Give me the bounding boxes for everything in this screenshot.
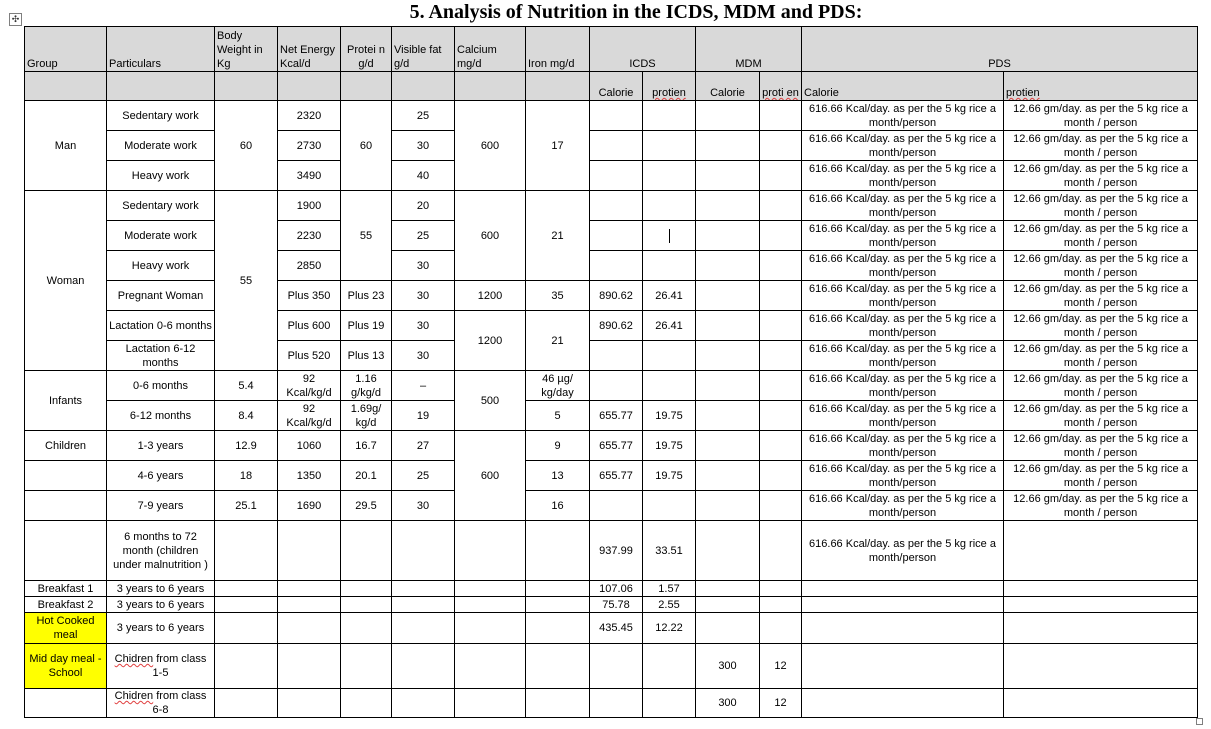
pds-calorie-cell: 616.66 Kcal/day. as per the 5 kg rice a month/person — [802, 131, 1004, 161]
iron-cell: 46 µg/ kg/day — [526, 371, 590, 401]
weight-cell: 55 — [215, 191, 278, 371]
icds-protein-cell: 19.75 — [643, 461, 696, 491]
table-row — [25, 251, 1198, 281]
particulars-cell: 6-12 months — [107, 401, 215, 431]
icds-calorie-cell: 655.77 — [590, 431, 643, 461]
icds-protein-cell: 19.75 — [643, 401, 696, 431]
iron-cell: 21 — [526, 191, 590, 281]
icds-calorie-cell: 937.99 — [590, 521, 643, 581]
table-row — [25, 101, 1198, 131]
fat-cell: 30 — [392, 281, 455, 311]
energy-cell: Plus 600 — [278, 311, 341, 341]
pds-calorie-cell: 616.66 Kcal/day. as per the 5 kg rice a month/person — [802, 341, 1004, 371]
icds-calorie-cell: 655.77 — [590, 401, 643, 431]
protein-cell: 55 — [341, 191, 392, 281]
table-row — [25, 521, 1198, 581]
header-iron: Iron mg/d — [526, 27, 590, 72]
mdm-protein-cell: 12 — [760, 644, 802, 689]
icds-protein-cell: 1.57 — [643, 581, 696, 597]
group-breakfast-1: Breakfast 1 — [25, 581, 107, 597]
protein-cell: 29.5 — [341, 491, 392, 521]
pds-protein-cell: 12.66 gm/day. as per the 5 kg rice a month / person — [1004, 431, 1198, 461]
pds-protein-cell: 12.66 gm/day. as per the 5 kg rice a month / person — [1004, 371, 1198, 401]
fat-cell: 25 — [392, 221, 455, 251]
icds-protein-cell: 12.22 — [643, 613, 696, 644]
mdm-calorie-header: Calorie — [696, 72, 760, 101]
particulars-cell: Lactation 6-12 months — [107, 341, 215, 371]
header-net-energy: Net Energy Kcal/d — [278, 27, 341, 72]
text-cursor-cell[interactable] — [643, 221, 696, 251]
table-resize-handle[interactable] — [1196, 718, 1203, 725]
pds-calorie-cell: 616.66 Kcal/day. as per the 5 kg rice a month/person — [802, 101, 1004, 131]
particulars-cell: Pregnant Woman — [107, 281, 215, 311]
weight-cell: 60 — [215, 101, 278, 191]
pds-calorie-cell: 616.66 Kcal/day. as per the 5 kg rice a month/person — [802, 161, 1004, 191]
table-row — [25, 161, 1198, 191]
fat-cell: 19 — [392, 401, 455, 431]
fat-cell: 27 — [392, 431, 455, 461]
energy-cell: 3490 — [278, 161, 341, 191]
particulars-cell: Heavy work — [107, 161, 215, 191]
protein-cell: 16.7 — [341, 431, 392, 461]
particulars-cell: 4-6 years — [107, 461, 215, 491]
icds-protein-cell: 19.75 — [643, 431, 696, 461]
table-row — [25, 644, 1198, 689]
fat-cell: 30 — [392, 491, 455, 521]
table-row — [25, 191, 1198, 221]
pds-calorie-cell: 616.66 Kcal/day. as per the 5 kg rice a month/person — [802, 461, 1004, 491]
pds-protein-cell: 12.66 gm/day. as per the 5 kg rice a month / person — [1004, 101, 1198, 131]
group-man: Man — [25, 101, 107, 191]
protein-cell: Plus 13 — [341, 341, 392, 371]
pds-calorie-cell: 616.66 Kcal/day. as per the 5 kg rice a month/person — [802, 311, 1004, 341]
table-row — [25, 431, 1198, 461]
iron-cell: 16 — [526, 491, 590, 521]
misspelled-word: Chidren — [114, 653, 154, 665]
calcium-cell: 600 — [455, 101, 526, 191]
energy-cell: 2230 — [278, 221, 341, 251]
weight-cell: 18 — [215, 461, 278, 491]
fat-cell: 20 — [392, 191, 455, 221]
header-particulars: Particulars — [107, 27, 215, 72]
icds-protein-cell: 2.55 — [643, 597, 696, 613]
subheader-row — [25, 72, 1198, 101]
group-infants: Infants — [25, 371, 107, 431]
table-row — [25, 461, 1198, 491]
fat-cell: 30 — [392, 341, 455, 371]
icds-calorie-header: Calorie — [590, 72, 643, 101]
particulars-cell: 0-6 months — [107, 371, 215, 401]
header-group: Group — [25, 27, 107, 72]
particulars-cell: 7-9 years — [107, 491, 215, 521]
particulars-cell: Chidren from class 6-8 — [107, 689, 215, 718]
table-row — [25, 491, 1198, 521]
particulars-cell: Sedentary work — [107, 101, 215, 131]
icds-protein-cell: 26.41 — [643, 311, 696, 341]
energy-cell: 2850 — [278, 251, 341, 281]
table-row — [25, 371, 1198, 401]
particulars-cell: Heavy work — [107, 251, 215, 281]
fat-cell: – — [392, 371, 455, 401]
pds-protein-cell: 12.66 gm/day. as per the 5 kg rice a month / person — [1004, 191, 1198, 221]
pds-calorie-header: Calorie — [802, 72, 1004, 101]
protein-cell: Plus 19 — [341, 311, 392, 341]
table-row — [25, 401, 1198, 431]
protein-cell: Plus 23 — [341, 281, 392, 311]
particulars-cell: 6 months to 72 month (children under malnutrition ) — [107, 521, 215, 581]
mdm-protien-header: proti en — [762, 87, 799, 99]
fat-cell: 40 — [392, 161, 455, 191]
protein-cell: 60 — [341, 101, 392, 191]
protein-cell: 1.69g/ kg/d — [341, 401, 392, 431]
icds-protein-cell: 26.41 — [643, 281, 696, 311]
icds-calorie-cell: 75.78 — [590, 597, 643, 613]
energy-cell: 92 Kcal/kg/d — [278, 371, 341, 401]
iron-cell: 9 — [526, 431, 590, 461]
energy-cell: 1900 — [278, 191, 341, 221]
energy-cell: 2730 — [278, 131, 341, 161]
icds-calorie-cell: 107.06 — [590, 581, 643, 597]
pds-protein-cell: 12.66 gm/day. as per the 5 kg rice a month / person — [1004, 251, 1198, 281]
table-row — [25, 131, 1198, 161]
particulars-cell: Moderate work — [107, 221, 215, 251]
pds-protein-cell: 12.66 gm/day. as per the 5 kg rice a month / person — [1004, 401, 1198, 431]
particulars-cell: 1-3 years — [107, 431, 215, 461]
protein-cell: 20.1 — [341, 461, 392, 491]
calcium-cell: 1200 — [455, 281, 526, 311]
fat-cell: 30 — [392, 131, 455, 161]
group-breakfast-2: Breakfast 2 — [25, 597, 107, 613]
energy-cell: Plus 520 — [278, 341, 341, 371]
fat-cell: 30 — [392, 251, 455, 281]
particulars-cell: Chidren from class 1-5 — [107, 644, 215, 689]
header-visible-fat: Visible fat g/d — [392, 27, 455, 72]
pds-calorie-cell: 616.66 Kcal/day. as per the 5 kg rice a month/person — [802, 371, 1004, 401]
header-pds: PDS — [802, 27, 1198, 72]
header-row — [25, 27, 1198, 72]
energy-cell: 2320 — [278, 101, 341, 131]
pds-protein-cell: 12.66 gm/day. as per the 5 kg rice a month / person — [1004, 131, 1198, 161]
header-protein: Protei n g/d — [341, 27, 392, 72]
pds-protein-cell: 12.66 gm/day. as per the 5 kg rice a month / person — [1004, 491, 1198, 521]
header-calcium: Calcium mg/d — [455, 27, 526, 72]
weight-cell: 5.4 — [215, 371, 278, 401]
particulars-cell: Sedentary work — [107, 191, 215, 221]
group-woman: Woman — [25, 191, 107, 371]
calcium-cell: 600 — [455, 191, 526, 281]
table-row — [25, 581, 1198, 597]
pds-calorie-cell: 616.66 Kcal/day. as per the 5 kg rice a month/person — [802, 191, 1004, 221]
header-body-weight: Body Weight in Kg — [215, 27, 278, 72]
pds-protein-cell: 12.66 gm/day. as per the 5 kg rice a month / person — [1004, 461, 1198, 491]
mdm-calorie-cell: 300 — [696, 689, 760, 718]
iron-cell: 17 — [526, 101, 590, 191]
particulars-cell: 3 years to 6 years — [107, 597, 215, 613]
calcium-cell: 500 — [455, 371, 526, 431]
protein-cell: 1.16 g/kg/d — [341, 371, 392, 401]
weight-cell: 25.1 — [215, 491, 278, 521]
text-cursor — [669, 229, 670, 243]
weight-cell: 8.4 — [215, 401, 278, 431]
header-icds: ICDS — [590, 27, 696, 72]
energy-cell: 92 Kcal/kg/d — [278, 401, 341, 431]
pds-protien-header: protien — [1006, 87, 1040, 99]
table-row — [25, 613, 1198, 644]
icds-calorie-cell: 890.62 — [590, 311, 643, 341]
group-children: Children — [25, 431, 107, 461]
pds-calorie-cell: 616.66 Kcal/day. as per the 5 kg rice a month/person — [802, 431, 1004, 461]
group-hot-cooked-meal: Hot Cooked meal — [25, 613, 107, 644]
icds-calorie-cell: 435.45 — [590, 613, 643, 644]
weight-cell: 12.9 — [215, 431, 278, 461]
mdm-calorie-cell: 300 — [696, 644, 760, 689]
pds-protein-cell: 12.66 gm/day. as per the 5 kg rice a month / person — [1004, 311, 1198, 341]
iron-cell: 21 — [526, 311, 590, 371]
table-row — [25, 341, 1198, 371]
energy-cell: Plus 350 — [278, 281, 341, 311]
calcium-cell: 600 — [455, 431, 526, 521]
mdm-protein-cell: 12 — [760, 689, 802, 718]
pds-calorie-cell: 616.66 Kcal/day. as per the 5 kg rice a month/person — [802, 401, 1004, 431]
page-title: 5. Analysis of Nutrition in the ICDS, MDM and PDS: — [409, 1, 863, 23]
pds-protein-cell: 12.66 gm/day. as per the 5 kg rice a month / person — [1004, 161, 1198, 191]
pds-calorie-cell: 616.66 Kcal/day. as per the 5 kg rice a month/person — [802, 281, 1004, 311]
table-row — [25, 281, 1198, 311]
fat-cell: 25 — [392, 101, 455, 131]
table-row — [25, 689, 1198, 718]
pds-protein-cell: 12.66 gm/day. as per the 5 kg rice a month / person — [1004, 221, 1198, 251]
pds-protein-cell: 12.66 gm/day. as per the 5 kg rice a month / person — [1004, 281, 1198, 311]
pds-calorie-cell: 616.66 Kcal/day. as per the 5 kg rice a month/person — [802, 221, 1004, 251]
icds-calorie-cell: 655.77 — [590, 461, 643, 491]
table-row — [25, 597, 1198, 613]
energy-cell: 1350 — [278, 461, 341, 491]
iron-cell: 35 — [526, 281, 590, 311]
pds-calorie-cell: 616.66 Kcal/day. as per the 5 kg rice a month/person — [802, 491, 1004, 521]
fat-cell: 25 — [392, 461, 455, 491]
iron-cell: 5 — [526, 401, 590, 431]
icds-protein-cell: 33.51 — [643, 521, 696, 581]
energy-cell: 1690 — [278, 491, 341, 521]
pds-calorie-cell: 616.66 Kcal/day. as per the 5 kg rice a month/person — [802, 521, 1004, 581]
pds-protein-cell: 12.66 gm/day. as per the 5 kg rice a month / person — [1004, 341, 1198, 371]
group-mid-day-meal: Mid day meal - School — [25, 644, 107, 689]
pds-calorie-cell: 616.66 Kcal/day. as per the 5 kg rice a month/person — [802, 251, 1004, 281]
icds-protien-header: protien — [652, 87, 686, 99]
table-row — [25, 311, 1198, 341]
calcium-cell: 1200 — [455, 311, 526, 371]
header-mdm: MDM — [696, 27, 802, 72]
fat-cell: 30 — [392, 311, 455, 341]
iron-cell: 13 — [526, 461, 590, 491]
particulars-cell: 3 years to 6 years — [107, 613, 215, 644]
table-row — [25, 221, 1198, 251]
icds-calorie-cell: 890.62 — [590, 281, 643, 311]
nutrition-table — [24, 26, 1198, 718]
table-move-handle[interactable]: ✣ — [9, 13, 22, 26]
misspelled-word: Chidren — [114, 690, 154, 702]
particulars-cell: Moderate work — [107, 131, 215, 161]
energy-cell: 1060 — [278, 431, 341, 461]
particulars-cell: Lactation 0-6 months — [107, 311, 215, 341]
particulars-cell: 3 years to 6 years — [107, 581, 215, 597]
